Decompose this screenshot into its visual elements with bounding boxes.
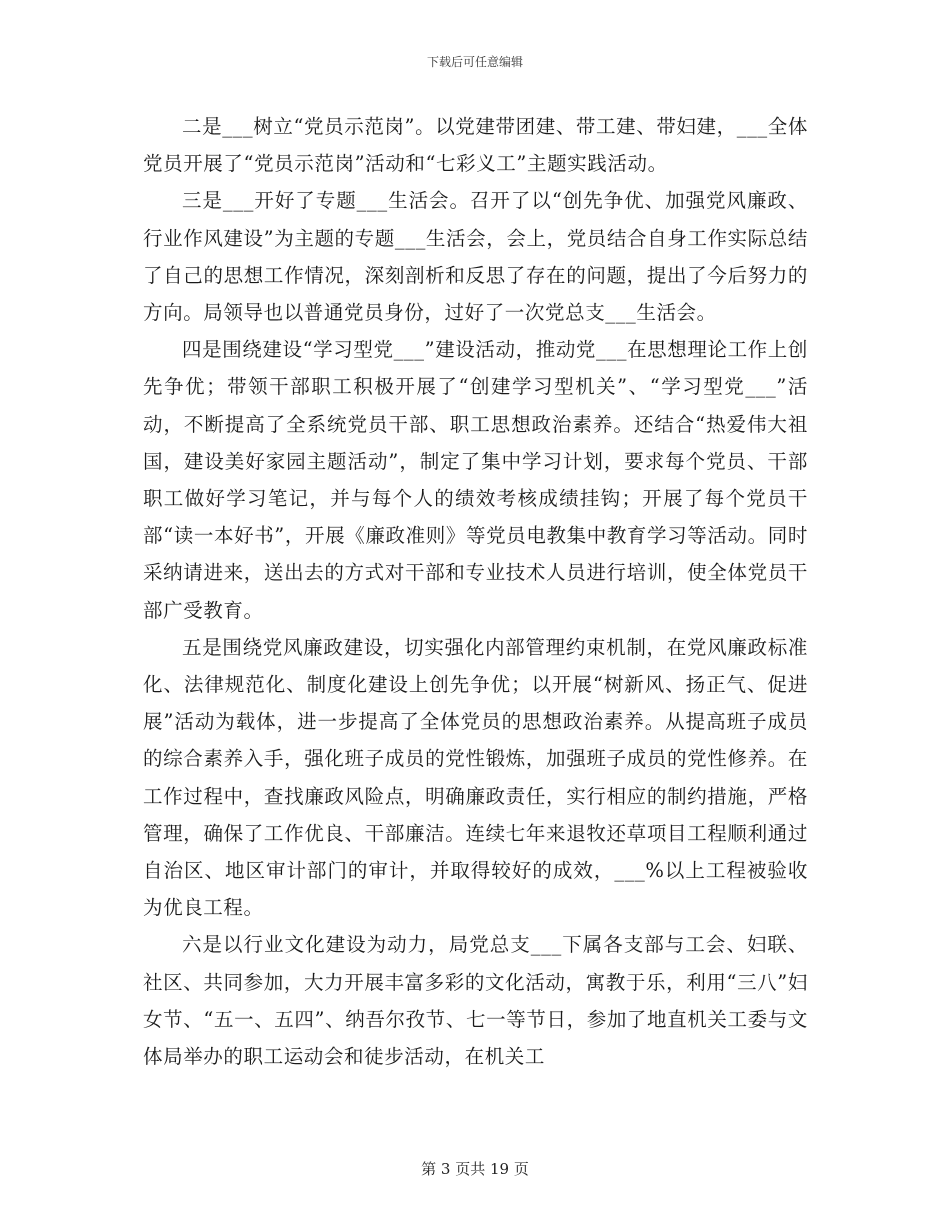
page-number: 第 3 页共 19 页	[421, 1160, 529, 1178]
paragraph: 六是以行业文化建设为动力，局党总支___下属各支部与工会、妇联、社区、共同参加，大力开展丰富多彩的文化活动，寓教于乐，利用“三八”妇女节、“五一、五四”、纳吾尔孜节、七一等节日，参加了地直机关工委与文体局举办的职工运动会和徒步活动，在机关工	[143, 933, 808, 1069]
paragraph: 五是围绕党风廉政建设，切实强化内部管理约束机制，在党风廉政标准化、法律规范化、制度化建设上创先争优；以开展“树新风、扬正气、促进展”活动为载体，进一步提高了全体党员的思想政治素养。从提高班子成员的综合素养入手，强化班子成员的党性锻炼，加强班子成员的党性修养。在工作过程中，查找廉政风险点，明确廉政责任，实行相应的制约措施，严格管理，确保了工作优良、干部廉洁。连续七年来退牧还草项目工程顺利通过自治区、地区审计部门的审计，并取得较好的成效，___%以上工程被验收为优良工程。	[143, 635, 808, 920]
page-header: 下载后可任意编辑	[426, 55, 523, 69]
paragraph: 二是___树立“党员示范岗”。以党建带团建、带工建、带妇建，___全体党员开展了“党员示范岗”活动和“七彩义工”主题实践活动。	[143, 115, 808, 176]
paragraph: 三是___开好了专题___生活会。召开了以“创先争优、加强党风廉政、行业作风建设”为主题的专题___生活会，会上，党员结合自身工作实际总结了自己的思想工作情况，深刻剖析和反思了存在的问题，提出了今后努力的方向。局领导也以普通党员身份，过好了一次党总支___生活会。	[143, 189, 808, 325]
document-body	[143, 108, 808, 1075]
paragraph: 四是围绕建设“学习型党___”建设活动，推动党___在思想理论工作上创先争优；带领干部职工积极开展了“创建学习型机关”、“学习型党___”活动，不断提高了全系统党员干部、职工思想政治素养。还结合“热爱伟大祖国，建设美好家园主题活动”，制定了集中学习计划，要求每个党员、干部职工做好学习笔记，并与每个人的绩效考核成绩挂钩；开展了每个党员干部“读一本好书”，开展《廉政准则》等党员电教集中教育学习等活动。同时采纳请进来，送出去的方式对干部和专业技术人员进行培训，使全体党员干部广受教育。	[143, 338, 808, 622]
